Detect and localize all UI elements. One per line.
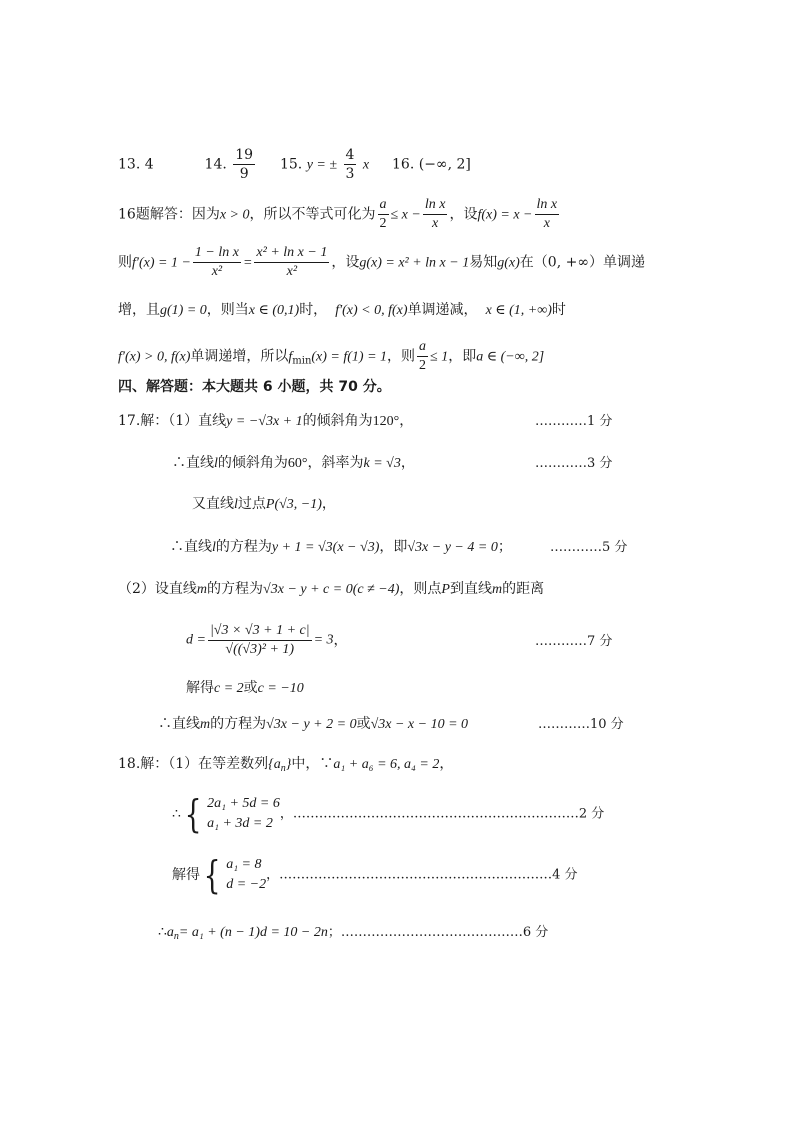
q17-score-1: …………1 分 bbox=[535, 414, 613, 429]
text-segment: ， bbox=[439, 756, 454, 772]
math-segment: a₁ + a₆ = 6, a₄ = 2 bbox=[333, 757, 440, 772]
math-segment: f′(x) < 0, f(x) bbox=[335, 303, 408, 318]
equation: a₁ = 8 bbox=[226, 857, 262, 872]
q16-solution-line-3 bbox=[118, 303, 566, 318]
text-segment: 则 bbox=[118, 254, 132, 271]
denominator: 2 bbox=[419, 358, 427, 373]
q17-line-4 bbox=[170, 540, 512, 555]
math-segment: g(x) bbox=[497, 255, 520, 271]
math-segment: f′(x) = 1 − bbox=[132, 255, 191, 271]
math-segment: k = √3 bbox=[363, 456, 401, 471]
text-segment: 又直线 bbox=[192, 496, 234, 512]
score-tail: ，…………………………………………………………2 分 bbox=[279, 806, 605, 822]
q17-line-1 bbox=[118, 414, 413, 429]
math-segment: 60° bbox=[287, 456, 308, 471]
subscript: min bbox=[292, 355, 312, 367]
math-segment: m bbox=[491, 582, 503, 597]
math-segment: ≤ x − bbox=[390, 207, 421, 223]
q18-system-1 bbox=[172, 792, 605, 836]
text-segment: ，斜率为 bbox=[307, 455, 364, 471]
math-segment: = a₁ + (n − 1)d = 10 − 2n bbox=[178, 925, 328, 940]
equation: 2a₁ + 5d = 6 bbox=[207, 796, 280, 811]
denominator: x bbox=[432, 216, 439, 231]
answer-13: 13. 4 bbox=[118, 156, 154, 173]
answer-15-denominator: 3 bbox=[345, 166, 355, 182]
text-segment: ，则当 bbox=[206, 302, 249, 318]
subscript: n bbox=[280, 763, 286, 774]
math-segment: y = −√3x + 1 bbox=[226, 414, 303, 429]
answers-row bbox=[118, 148, 471, 181]
math-segment: c = −10 bbox=[257, 681, 304, 696]
text-segment: ，则点 bbox=[399, 581, 442, 597]
math-segment: √3x − x − 10 = 0 bbox=[370, 717, 469, 732]
fraction bbox=[378, 198, 389, 231]
text-segment: 中，∵ bbox=[291, 756, 334, 772]
math-segment: (c ≠ −4) bbox=[352, 582, 400, 597]
therefore-symbol: ∴ bbox=[172, 806, 181, 822]
text-segment: 时， bbox=[299, 302, 328, 318]
text-segment: 或 bbox=[356, 716, 371, 732]
math-segment: } bbox=[285, 757, 292, 772]
text-segment: ，即 bbox=[448, 348, 477, 365]
denominator: x² bbox=[286, 264, 298, 279]
text-segment: 17.解：（1）直线 bbox=[118, 413, 227, 429]
fraction bbox=[417, 340, 428, 373]
q17-line-5 bbox=[118, 582, 544, 597]
math-segment: x ∈ (0,1) bbox=[248, 303, 300, 318]
text-segment: 或 bbox=[243, 680, 258, 696]
text-segment: ∴直线 bbox=[172, 455, 214, 471]
math-segment: f′(x) > 0, f(x) bbox=[118, 349, 191, 365]
math-segment: c = 2 bbox=[214, 681, 244, 696]
text-segment: （2）设直线 bbox=[118, 581, 197, 597]
q17-score-7: …………7 分 bbox=[535, 634, 613, 649]
answer-15-label: 15. bbox=[279, 156, 303, 173]
answer-14-numerator: 19 bbox=[235, 147, 254, 163]
section-4-heading: 四、解答题：本大题共 6 小题，共 70 分。 bbox=[118, 379, 391, 395]
math-segment: (x) = f(1) = 1 bbox=[311, 349, 388, 365]
q18-system-2 bbox=[172, 853, 578, 897]
q17-line-3 bbox=[192, 497, 336, 512]
text-segment: ，设 bbox=[449, 206, 478, 223]
text-segment: ∴直线 bbox=[170, 539, 212, 555]
answer-15-numerator: 4 bbox=[345, 147, 355, 163]
math-segment: P bbox=[441, 582, 450, 597]
text-segment: 解得 bbox=[186, 680, 214, 696]
math-segment: {a bbox=[268, 757, 281, 772]
numerator: a bbox=[378, 198, 389, 215]
distance-fraction bbox=[208, 624, 312, 657]
math-segment: f bbox=[288, 349, 293, 365]
text-segment: 单调递减， bbox=[407, 302, 478, 318]
score-tail: ，………………………………………………………4 分 bbox=[266, 867, 578, 883]
q18-line-1 bbox=[118, 757, 453, 772]
math-segment: m bbox=[196, 582, 208, 597]
fraction bbox=[254, 246, 329, 279]
answer-15-fraction bbox=[344, 148, 357, 181]
numerator: x² + ln x − 1 bbox=[254, 246, 329, 263]
therefore-symbol: ∴ bbox=[158, 924, 167, 940]
answer-16: 16. (−∞, 2] bbox=[392, 156, 471, 173]
left-brace: { bbox=[184, 792, 202, 836]
math-segment: = bbox=[242, 255, 253, 271]
math-segment: √3x − y + c = 0 bbox=[263, 582, 353, 597]
numerator: |√3 × √3 + 1 + c| bbox=[208, 624, 312, 641]
answer-15-expr-post: x bbox=[362, 157, 370, 173]
q17-line-8 bbox=[158, 717, 468, 732]
text-segment: 解得 bbox=[172, 867, 200, 883]
q16-solution-line-4 bbox=[118, 340, 544, 373]
text-segment: 的方程为 bbox=[210, 716, 267, 732]
text-segment: 18.解：（1）在等差数列 bbox=[118, 756, 269, 772]
text-segment: 过点 bbox=[237, 496, 266, 512]
q16-solution-line-1 bbox=[118, 198, 561, 231]
fraction bbox=[193, 246, 241, 279]
q17-line-2 bbox=[172, 456, 415, 471]
math-segment: = 3 bbox=[313, 632, 334, 648]
text-segment: 的距离 bbox=[502, 581, 545, 597]
math-segment: a bbox=[166, 925, 174, 940]
denominator: √((√3)² + 1) bbox=[225, 642, 295, 657]
q17-line-6 bbox=[186, 624, 348, 657]
answer-14-denominator: 9 bbox=[239, 166, 249, 182]
fraction bbox=[423, 198, 448, 231]
denominator: 2 bbox=[379, 216, 387, 231]
text-segment: 的倾斜角为 bbox=[302, 413, 373, 429]
answer-14-label: 14. bbox=[204, 156, 227, 173]
text-segment: ，所以不等式可化为 bbox=[249, 206, 376, 223]
equation: a₁ + 3d = 2 bbox=[207, 816, 273, 831]
math-segment: √3x − y − 4 = 0 bbox=[407, 540, 498, 555]
math-segment: y + 1 = √3(x − √3) bbox=[271, 540, 380, 555]
numerator: ln x bbox=[423, 198, 448, 215]
math-segment: m bbox=[200, 717, 211, 732]
denominator: x bbox=[543, 216, 550, 231]
text-segment: 的方程为 bbox=[215, 539, 272, 555]
math-segment: g(1) = 0 bbox=[160, 303, 207, 318]
text-segment: 易知 bbox=[469, 254, 498, 271]
answer-15-expr-pre: y = ± bbox=[306, 157, 338, 173]
equation: d = −2 bbox=[226, 877, 267, 892]
text-segment: ； bbox=[497, 539, 512, 555]
text-segment: 单调递增，所以 bbox=[190, 348, 289, 365]
math-segment: P(√3, −1) bbox=[265, 497, 322, 512]
math-segment: l bbox=[214, 456, 218, 471]
equation-system bbox=[226, 858, 266, 892]
text-segment: 在（0, +∞）单调递 bbox=[519, 254, 645, 271]
math-segment: x > 0 bbox=[219, 207, 250, 223]
text-segment: ，即 bbox=[379, 539, 408, 555]
text-segment: 16题解答：因为 bbox=[118, 206, 220, 223]
math-segment: 120° bbox=[372, 414, 400, 429]
equation-system bbox=[207, 797, 280, 831]
math-segment: f(x) = x − bbox=[477, 207, 533, 223]
q17-score-5: …………5 分 bbox=[550, 540, 628, 555]
numerator: ln x bbox=[535, 198, 560, 215]
text-segment: ∴直线 bbox=[158, 716, 200, 732]
text-segment: ，则 bbox=[387, 348, 416, 365]
text-segment: ， bbox=[333, 632, 348, 649]
denominator: x² bbox=[211, 264, 223, 279]
q16-solution-line-2 bbox=[118, 246, 645, 279]
q17-score-3: …………3 分 bbox=[535, 456, 613, 471]
text-segment: ， bbox=[321, 496, 336, 512]
fraction bbox=[535, 198, 560, 231]
math-segment: g(x) = x² + ln x − 1 bbox=[359, 255, 470, 271]
text-segment: 的方程为 bbox=[207, 581, 264, 597]
text-segment: 的倾斜角为 bbox=[217, 455, 288, 471]
answer-14-fraction bbox=[233, 148, 255, 181]
subscript: n bbox=[173, 931, 179, 942]
numerator: 1 − ln x bbox=[193, 246, 241, 263]
math-segment: x ∈ (1, +∞) bbox=[485, 303, 552, 318]
math-segment: l bbox=[212, 540, 216, 555]
score-tail: ；……………………………………6 分 bbox=[327, 925, 549, 940]
math-segment: ≤ 1 bbox=[430, 349, 449, 365]
math-segment: √3x − y + 2 = 0 bbox=[266, 717, 357, 732]
text-segment: 增，且 bbox=[118, 302, 160, 318]
left-brace: { bbox=[203, 853, 221, 897]
q17-line-7 bbox=[186, 681, 304, 696]
text-segment: ， bbox=[400, 455, 415, 471]
text-segment: ，设 bbox=[331, 254, 360, 271]
text-segment: ， bbox=[399, 413, 414, 429]
q18-line-last bbox=[158, 925, 548, 940]
numerator: a bbox=[417, 340, 428, 357]
math-segment: a ∈ (−∞, 2] bbox=[476, 349, 545, 365]
q17-score-10: …………10 分 bbox=[538, 717, 624, 732]
text-segment: 到直线 bbox=[449, 581, 492, 597]
text-segment: 时 bbox=[551, 302, 566, 318]
math-segment: l bbox=[234, 497, 238, 512]
math-segment: d = bbox=[186, 632, 206, 648]
